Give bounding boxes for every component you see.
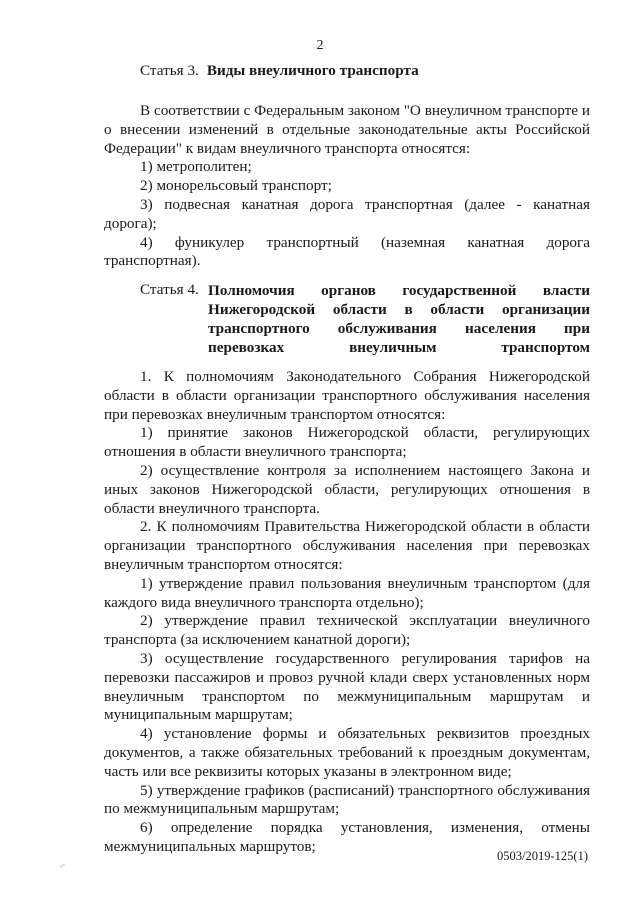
list-item: 2) осуществление контроля за исполнением настоящего Закона и иных законов Нижегородской области, регулирующих отношения в области внеуличного транспорта. bbox=[104, 461, 590, 517]
paragraph: В соответствии с Федеральным законом "О внеуличном транспорте и о внесении изменений в отдельные законодательные акты Российской Федерации" к видам внеуличного транспорта относятся: bbox=[104, 102, 590, 157]
list-item: 1) принятие законов Нижегородской области, регулирующих отношения в области внеуличного транспорта; bbox=[104, 424, 590, 461]
list-item: 1) метрополитен; bbox=[140, 158, 252, 176]
list-item: 4) установление формы и обязательных реквизитов проездных документов, а также обязательных требований к проездным документам, часть или все реквизиты которых указаны в электронном виде; bbox=[104, 725, 590, 780]
list-item: 1) утверждение правил пользования внеуличным транспортом (для каждого вида внеуличного транспорта отдельно); bbox=[104, 574, 590, 611]
paragraph: 1. К полномочиям Законодательного Собрания Нижегородской области в области организации транспортного обслуживания населения при перевозках внеуличным транспортом относятся: bbox=[104, 368, 590, 423]
scan-mark bbox=[59, 864, 67, 871]
article-4-label: Статья 4. bbox=[140, 281, 199, 298]
article-4-title: Полномочия органов государственной власти Нижегородской области в области организации транспортного обслуживания населения при перевозках внеуличным транспортом bbox=[208, 282, 590, 356]
article-3-label: Статья 3. bbox=[140, 62, 199, 79]
list-item: 2) монорельсовый транспорт; bbox=[140, 177, 332, 195]
list-item: 6) определение порядка установления, изменения, отмены межмуниципальных маршрутов; bbox=[104, 819, 590, 855]
article-3-heading bbox=[104, 62, 590, 80]
article-3-body bbox=[104, 102, 590, 271]
list-item: 3) подвесная канатная дорога транспортная (далее - канатная дорога); bbox=[104, 195, 590, 232]
page-number: 2 bbox=[316, 38, 324, 53]
paragraph: 2. К полномочиям Правительства Нижегородской области в области организации транспортного обслуживания населения при перевозках внеуличным транспортом относятся: bbox=[104, 518, 590, 573]
article-3-title: Виды внеуличного транспорта bbox=[206, 62, 419, 79]
list-item: 5) утверждение графиков (расписаний) транспортного обслуживания по межмуниципальным маршрутам; bbox=[104, 781, 590, 818]
list-item: 3) осуществление государственного регулирования тарифов на перевозки пассажиров и провоз ручной клади сверх установленных норм внеуличным транспортом по межмуниципальным маршрутам и муниципальным маршрутам; bbox=[104, 649, 590, 724]
article-4-body bbox=[104, 368, 590, 857]
document-code: 0503/2019-125(1) bbox=[497, 849, 588, 863]
list-item: 4) фуникулер транспортный (наземная канатная дорога транспортная). bbox=[104, 233, 590, 270]
article-4-heading bbox=[104, 281, 590, 357]
list-item: 2) утверждение правил технической эксплуатации внеуличного транспорта (за исключением канатной дороги); bbox=[104, 612, 590, 649]
